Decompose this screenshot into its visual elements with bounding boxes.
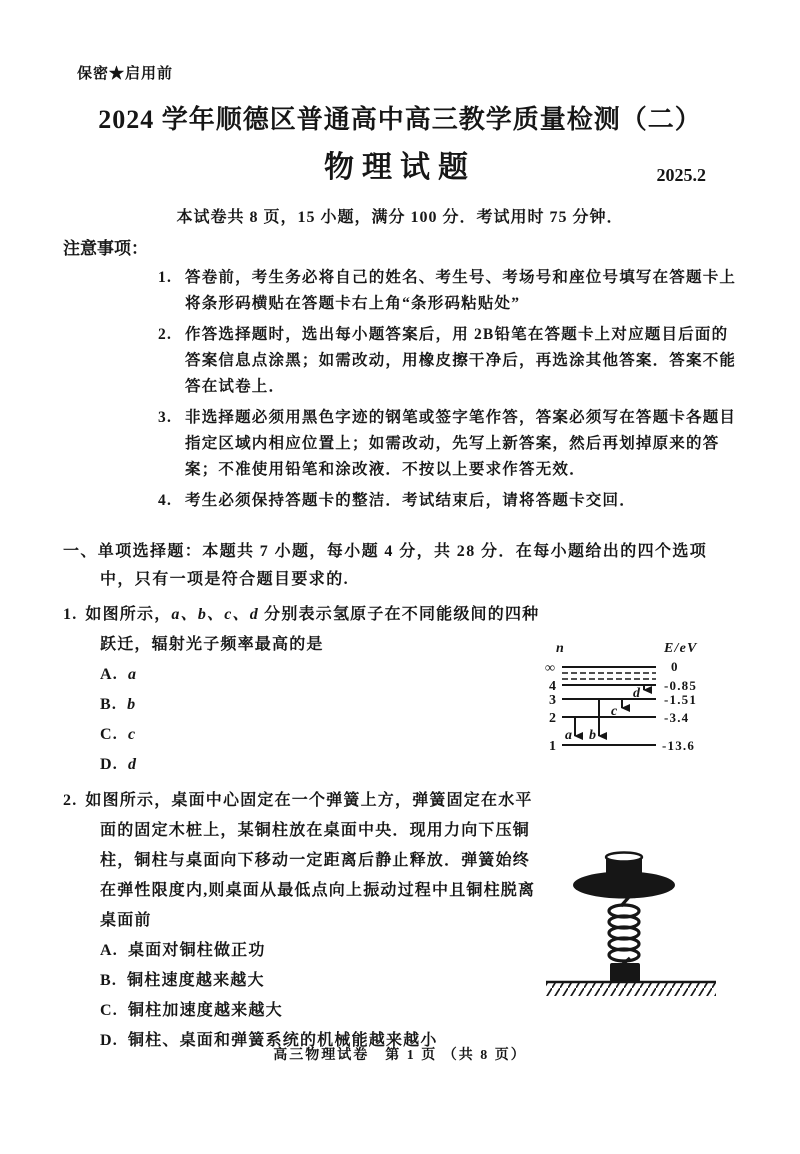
stem-text: 如图所示，桌面中心固定在一个弹簧上方，弹簧固定在水平面的固定木桩上，某铜柱放在桌面中央．现用力向下压铜柱，铜柱与桌面向下移动一定距离后静止释放．弹簧始终在弹性限度内,则桌面从最低点向上振动过程中且铜柱脱离桌面前 [85,792,536,929]
option-value: c [127,726,137,743]
option-label: C. [100,726,118,743]
subject-title: 物理试题 [324,151,476,184]
energy-level-figure [544,639,749,765]
option-label: B. [100,696,118,713]
option-label: B. [100,972,118,989]
exam-info: 本试卷共 8 页，15 小题，满分 100 分．考试用时 75 分钟． [176,209,624,226]
spring-coil [609,897,639,965]
energy-level-diagram [544,639,729,761]
ground-hatching [546,983,716,996]
option-text: 桌面对铜柱做正功 [127,942,266,959]
option-label: C. [100,1002,118,1019]
energy-value-0: 0 [671,659,679,674]
wooden-stake [610,963,640,982]
energy-axis-label: E/eV [664,641,698,656]
level-n-4: 4 [549,679,558,694]
level-n-3: 3 [549,693,558,708]
option-text: 铜柱、桌面和弹簧系统的机械能越来越小 [127,1032,438,1049]
level-n-2: 2 [549,711,558,726]
section-header: 一、单项选择题：本题共 7 小题，每小题 4 分，共 28 分．在每小题给出的四个选项中，只有一项是符合题目要求的. [63,543,708,588]
note-item [158,488,800,514]
option-value: a [127,666,138,683]
option-c [100,996,739,1026]
option-text: 铜柱加速度越来越大 [127,1002,283,1019]
exam-title: 2024 学年顺德区普通高中高三教学质量检测（二） [98,105,702,134]
option-text: 铜柱速度越来越大 [127,972,265,989]
note-item [158,322,800,400]
note-item [158,405,800,483]
note-number: 4. [158,492,173,509]
transition-label-d: d [633,686,642,701]
question-number: 2. [63,792,78,809]
question-1 [63,600,739,780]
energy-value-1: -13.6 [662,738,696,753]
note-item [158,265,800,317]
note-number: 2. [158,326,173,343]
table-top [573,872,675,899]
stem-text: 分别表示氢原子在不同能级间的四种跃迁，辐射光子频率最高的是 [100,606,540,653]
page-footer: 高三物理试卷 第 1 页 （共 8 页） [273,1048,527,1063]
note-text: 答卷前，考生务必将自己的姓名、考生号、考场号和座位号填写在答题卡上 将条形码横贴在答题卡右上角“条形码粘贴处” [185,269,753,312]
transition-label-b: b [589,728,598,743]
n-axis-label: n [556,641,565,656]
note-number: 3. [158,409,173,426]
copper-cylinder-top [606,853,642,862]
option-value: d [127,756,138,773]
stem-text: 如图所示， [85,606,172,623]
spring-table-figure [544,845,749,997]
spring-table-diagram [544,845,749,997]
notes-list [0,265,800,514]
note-text: 非选择题必须用黑色字迹的钢笔或签字笔作答，答案必须写在答题卡各题目指定区域内相应位置上；如需改动，先写上新答案，然后再划掉原来的答案；不准使用铅笔和涂改液．不按以上要求作答无效． [185,409,737,478]
note-text: 作答选择题时，选出每小题答案后，用 2B铅笔在答题卡上对应题目后面的答案信息点涂黑；如需改动，用橡皮擦干净后，再选涂其他答案．答案不能答在试卷上． [185,326,737,395]
energy-value-3: -1.51 [664,692,698,707]
transition-label-c: c [611,704,619,719]
option-label: A. [100,942,118,959]
option-value: b [127,696,137,713]
exam-date: 2025.2 [656,165,706,185]
question-2 [63,786,739,1056]
stem-variables: a、b、c、d [171,606,259,623]
option-label: D. [100,756,118,773]
energy-value-2: -3.4 [664,710,690,725]
note-number: 1. [158,269,173,286]
question-number: 1. [63,606,78,623]
option-label: A. [100,666,118,683]
notes-header: 注意事项： [63,239,148,258]
energy-value-4: -0.85 [664,678,698,693]
option-label: D. [100,1032,118,1049]
note-text: 考生必须保持答题卡的整洁．考试结束后，请将答题卡交回． [185,492,636,509]
subject-row [0,148,800,188]
security-notice: 保密★启用前 [77,66,174,82]
level-n-1: 1 [549,739,558,754]
transition-label-a: a [565,728,574,743]
level-n-infinity: ∞ [545,661,557,676]
